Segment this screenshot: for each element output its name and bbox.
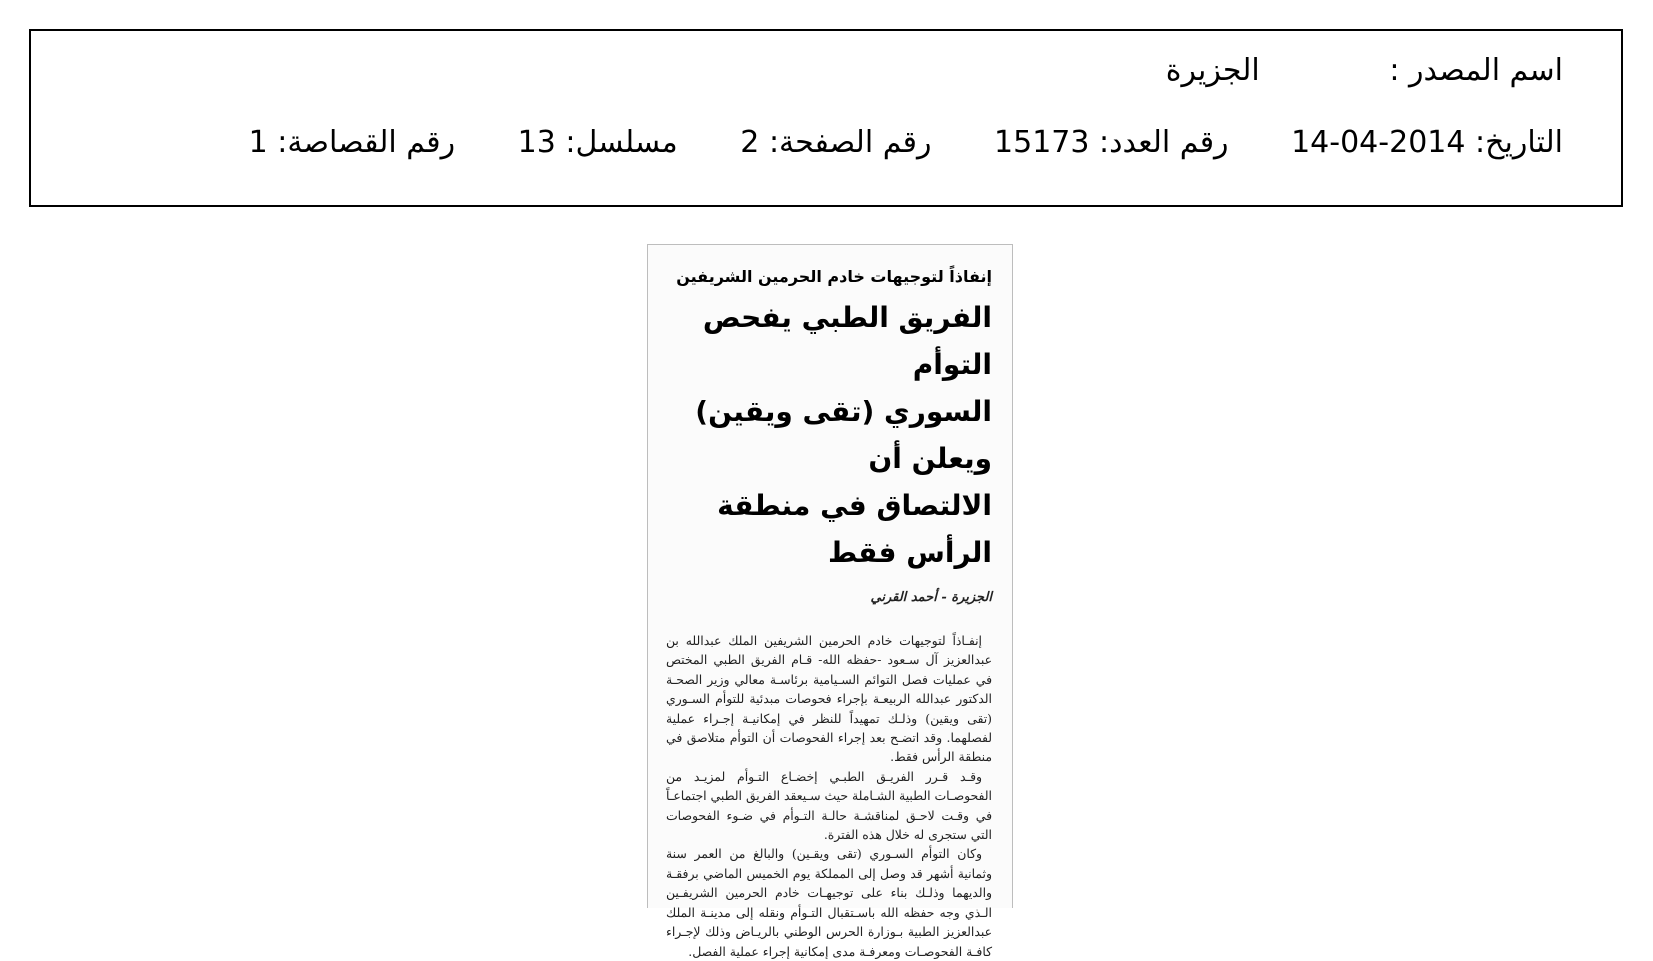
source-row: [1166, 53, 1563, 88]
newspaper-clipping: [647, 244, 1013, 959]
issue-label: رقم العدد:: [1099, 125, 1229, 160]
serial-field: [518, 125, 678, 160]
date-value: 2014-04-14: [1291, 125, 1466, 160]
article-byline: الجزيرة - أحمد القرني: [870, 590, 992, 605]
date-field: [1291, 125, 1563, 160]
clip-value: 1: [248, 125, 268, 160]
article-paragraph: إنفـاذاً لتوجيهات خادم الحرمين الشريفين الملك عبدالله بن عبدالعزيز آل سـعود -حفظه الله- قـام الفريق الطبي المختص في عمليات فصل التوائم السـيامية برئاسـة معالي وزير الصحـة الدكتور عبدالله الربيعـة بإجراء فحوصات مبدئية للتوأم السـوري (تقى ويقين) وذلـك تمهيداً للنظر في إمكانيـة إجـراء عملية لفصلهما. وقد اتضـح بعد إجراء الفحوصات أن التوأم متلاصق في منطقة الرأس فقط.: [666, 633, 992, 765]
clip-label: رقم القصاصة:: [277, 125, 456, 160]
page-label: رقم الصفحة:: [768, 125, 932, 160]
serial-value: 13: [517, 125, 556, 160]
article-paragraph: وكان التوأم السـوري (تقى ويقـين) والبالغ من العمر سنة وثمانية أشهر قد وصل إلى المملكة يوم الخميس الماضي برفقـة والديهما وذلـك بناء على توجيهـات خادم الحرمين الشريفـين الـذي وجه حفظه الله باسـتقبال التـوأم ونقله إلى مدينـة الملك عبدالعزيز الطبية بـوزارة الحرس الوطني بالريـاض وذلك لإجـراء كافـة الفحوصـات ومعرفـة مدى إمكانية إجراء عملية الفصل.: [666, 846, 992, 959]
article-headline: [666, 294, 992, 576]
date-label: التاريخ:: [1475, 125, 1563, 160]
article-body: [666, 631, 992, 961]
article-paragraph: وقـد قـرر الفريـق الطبـي إخضـاع التـوأم لمزيـد من الفحوصـات الطبية الشـاملة حيث سـيعقد الفريق الطبي اجتماعـاً في وقـت لاحـق لمناقشـة حالـة التـوأم في ضـوء الفحوصات التي ستجرى له خلال هذه الفترة.: [666, 768, 992, 843]
issue-value: 15173: [994, 125, 1090, 160]
serial-label: مسلسل:: [565, 125, 678, 160]
headline-line: السوري (تقى ويقين) ويعلن أن: [695, 395, 992, 475]
metadata-row: [249, 125, 1563, 160]
headline-line: الالتصاق في منطقة الرأس فقط: [717, 489, 992, 569]
source-label: اسم المصدر :: [1389, 53, 1563, 88]
document-header: [29, 29, 1623, 207]
issue-field: [994, 125, 1228, 160]
page-value: 2: [740, 125, 760, 160]
source-value: الجزيرة: [1165, 53, 1260, 88]
clip-field: [249, 125, 455, 160]
page-field: [740, 125, 931, 160]
headline-line: الفريق الطبي يفحص التوأم: [702, 301, 992, 381]
article-kicker: إنفاذاً لتوجيهات خادم الحرمين الشريفين: [676, 267, 992, 286]
